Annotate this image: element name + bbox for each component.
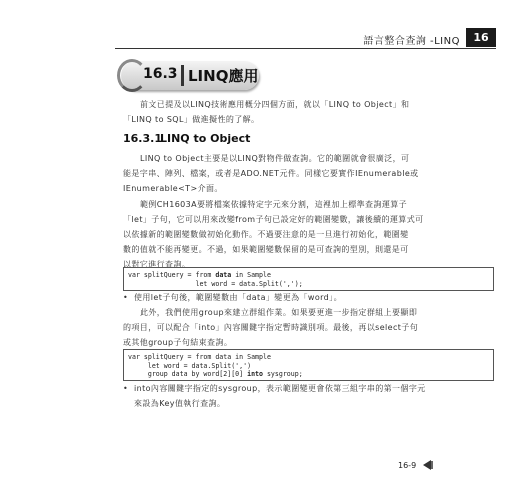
paragraph-line: 此外，我們使用group來建立群組作業。如果要更進一步指定群組上要顯即 — [140, 308, 418, 317]
bullet-icon: • — [123, 384, 129, 393]
bullet-item — [123, 381, 496, 411]
chapter-tab: 16 — [466, 28, 496, 47]
section-divider — [181, 65, 184, 86]
paragraph-line: 範例CH1603A要將檔案依據特定字元來分割，這裡加上標準查詢運算子 — [140, 200, 408, 209]
subsection-heading — [123, 132, 250, 145]
section-title: LINQ應用 — [188, 67, 259, 85]
paragraph-line: 數的值就不能再變更。不過，如果範圍變數保留的是可查詢的型別，則還是可 — [123, 245, 409, 254]
paragraph-group-clause — [123, 305, 496, 350]
paragraph-line: 以對它進行查詢。 — [123, 260, 191, 269]
page-marker-bar — [431, 461, 433, 469]
paragraph-line: 的項目，可以配合「into」內容關鍵字指定暫時識別項。最後，再以select子句 — [123, 323, 419, 332]
paragraph-line: 或其他group子句結束查詢。 — [123, 338, 233, 347]
bullet-icon: • — [123, 293, 129, 302]
paragraph-line: IEnumerable<T>介面。 — [123, 184, 223, 193]
subsection-title: LINQ to Object — [160, 132, 251, 145]
running-header-title: 語言整合查詢 -LINQ — [363, 36, 460, 47]
intro-paragraph — [123, 97, 496, 127]
bullet-item — [123, 290, 496, 305]
section-number: 16.3 — [143, 66, 178, 82]
intro-line: 前文已提及以LINQ技術應用概分四個方面，就以「LINQ to Object」和 — [140, 100, 410, 109]
header-rule — [115, 48, 496, 49]
paragraph-linq-to-object — [123, 151, 496, 196]
subsection-number: 16.3.1 — [123, 132, 162, 145]
bullet-text: 使用let子句後，範圍變數由「data」變更為「word」。 — [134, 293, 342, 302]
page-number: 16-9 — [398, 461, 417, 470]
code-block-group: var splitQuery = from data in Sample let word = data.Split(',') group data by word[2][0] into sysgroup; — [123, 349, 494, 381]
page-marker-icon — [423, 460, 431, 470]
paragraph-line: 能是字串、陣列、檔案，或者是ADO.NET元件。同樣它要實作IEnumerable或 — [123, 169, 419, 178]
paragraph-line: 「let」子句，它可以用來改變from子句已設定好的範圍變數，讓後續的運算式可 — [123, 215, 424, 224]
paragraph-let-clause — [123, 197, 496, 272]
bullet-text: 來設為Key值執行查詢。 — [134, 399, 226, 408]
code-block-let: var splitQuery = from data in Sample let word = data.Split(','); — [123, 267, 494, 291]
paragraph-line: 以依據新的範圍變數做初始化動作。不過要注意的是一旦進行初始化，範圍變 — [123, 230, 409, 239]
bullet-text: into內容關鍵字指定的sysgroup，表示範圍變更會依第三組字串的第一個字元 — [134, 384, 426, 393]
intro-line: 「LINQ to SQL」做進擬性的了解。 — [123, 115, 260, 124]
paragraph-line: LINQ to Object主要是以LINQ對物件做查詢。它的範圍就會很廣泛，可 — [140, 154, 410, 163]
